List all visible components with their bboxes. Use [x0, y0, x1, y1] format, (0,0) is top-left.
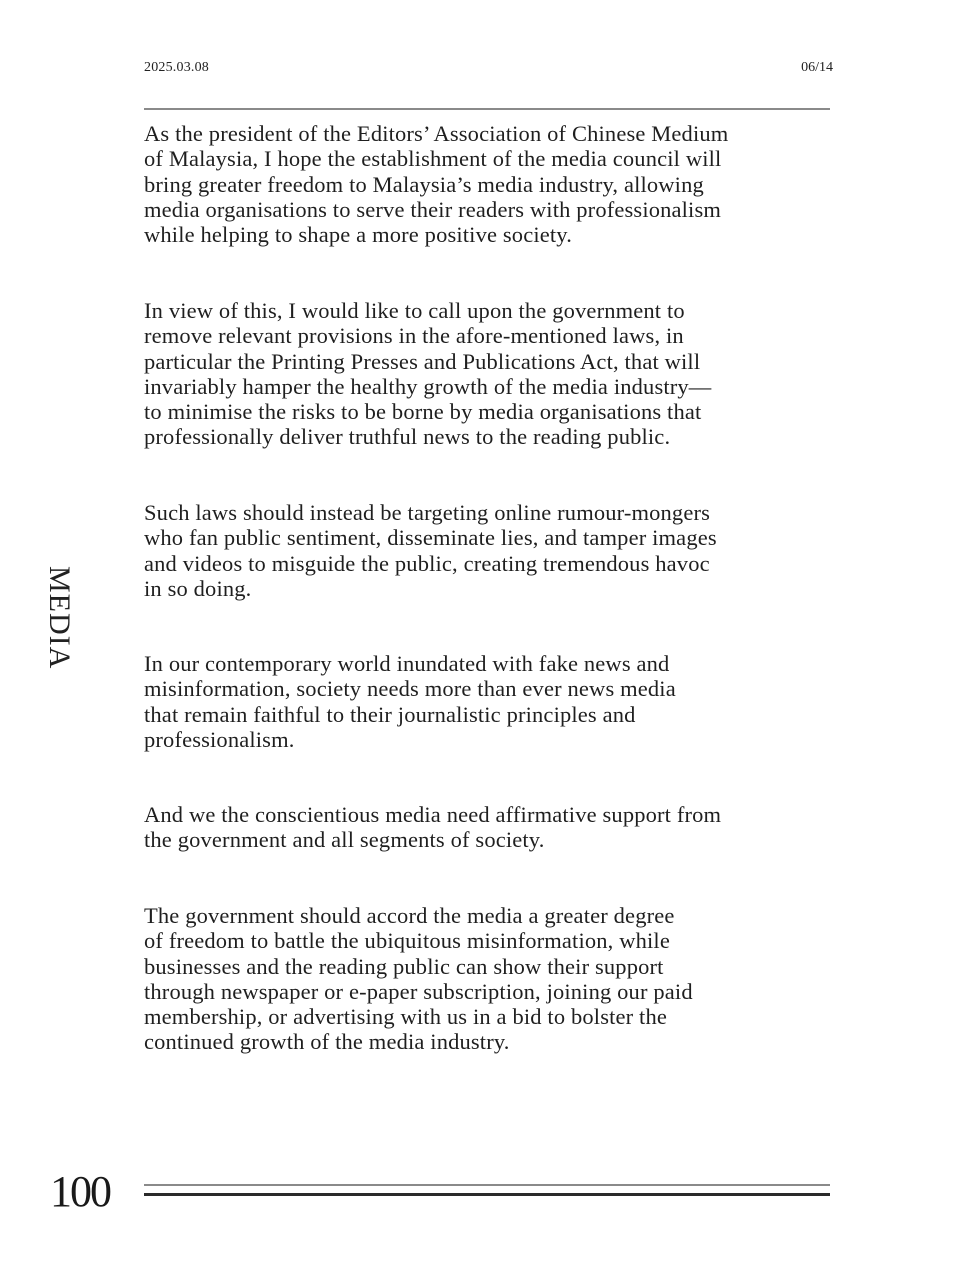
text-line: continued growth of the media industry.: [144, 1029, 510, 1055]
text-line: And we the conscientious media need affirmative support from: [144, 802, 722, 827]
header-page-indicator: 06/14: [801, 60, 833, 75]
text-line: As the president of the Editors’ Association of Chinese Medium: [144, 121, 729, 146]
text-line: professionalism.: [144, 726, 295, 752]
text-line: The government should accord the media a greater degree: [144, 903, 675, 928]
text-line: In our contemporary world inundated with fake news and: [144, 651, 670, 676]
text-line: to minimise the risks to be borne by media organisations that: [144, 399, 702, 425]
paragraph: [144, 121, 728, 247]
header-divider: [144, 108, 830, 110]
text-line: the government and all segments of society.: [144, 827, 545, 853]
text-line: remove relevant provisions in the afore-mentioned laws, in: [144, 323, 684, 349]
section-label: MEDIA: [43, 566, 76, 670]
text-line: that remain faithful to their journalistic principles and: [144, 701, 636, 727]
text-line: media organisations to serve their readers with professionalism: [144, 196, 722, 222]
paragraph: [144, 500, 717, 601]
text-line: particular the Printing Presses and Publications Act, that will: [144, 348, 701, 374]
text-line: misinformation, society needs more than ever news media: [144, 676, 676, 702]
footer-divider-thin: [144, 1184, 830, 1186]
paragraph: [144, 903, 693, 1055]
page-number: 100: [50, 1167, 110, 1216]
text-line: through newspaper or e-paper subscription, joining our paid: [144, 978, 693, 1004]
paragraph: [144, 802, 721, 853]
text-line: businesses and the reading public can show their support: [144, 953, 664, 979]
header-date: 2025.03.08: [144, 60, 209, 75]
text-line: professionally deliver truthful news to the reading public.: [144, 424, 671, 450]
text-line: and videos to misguide the public, creating tremendous havoc: [144, 550, 710, 576]
text-line: in so doing.: [144, 575, 252, 601]
paragraph: [144, 651, 676, 752]
text-line: In view of this, I would like to call upon the government to: [144, 298, 685, 323]
text-line: while helping to shape a more positive society.: [144, 222, 572, 248]
text-line: invariably hamper the healthy growth of the media industry—: [144, 373, 712, 399]
text-line: Such laws should instead be targeting online rumour-mongers: [144, 500, 711, 525]
text-line: membership, or advertising with us in a bid to bolster the: [144, 1004, 667, 1030]
text-line: bring greater freedom to Malaysia’s media industry, allowing: [144, 171, 704, 197]
text-line: of freedom to battle the ubiquitous misinformation, while: [144, 928, 670, 954]
paragraph: [144, 298, 711, 450]
text-line: who fan public sentiment, disseminate lies, and tamper images: [144, 525, 717, 551]
footer-divider-thick: [144, 1193, 830, 1196]
text-line: of Malaysia, I hope the establishment of the media council will: [144, 146, 722, 172]
